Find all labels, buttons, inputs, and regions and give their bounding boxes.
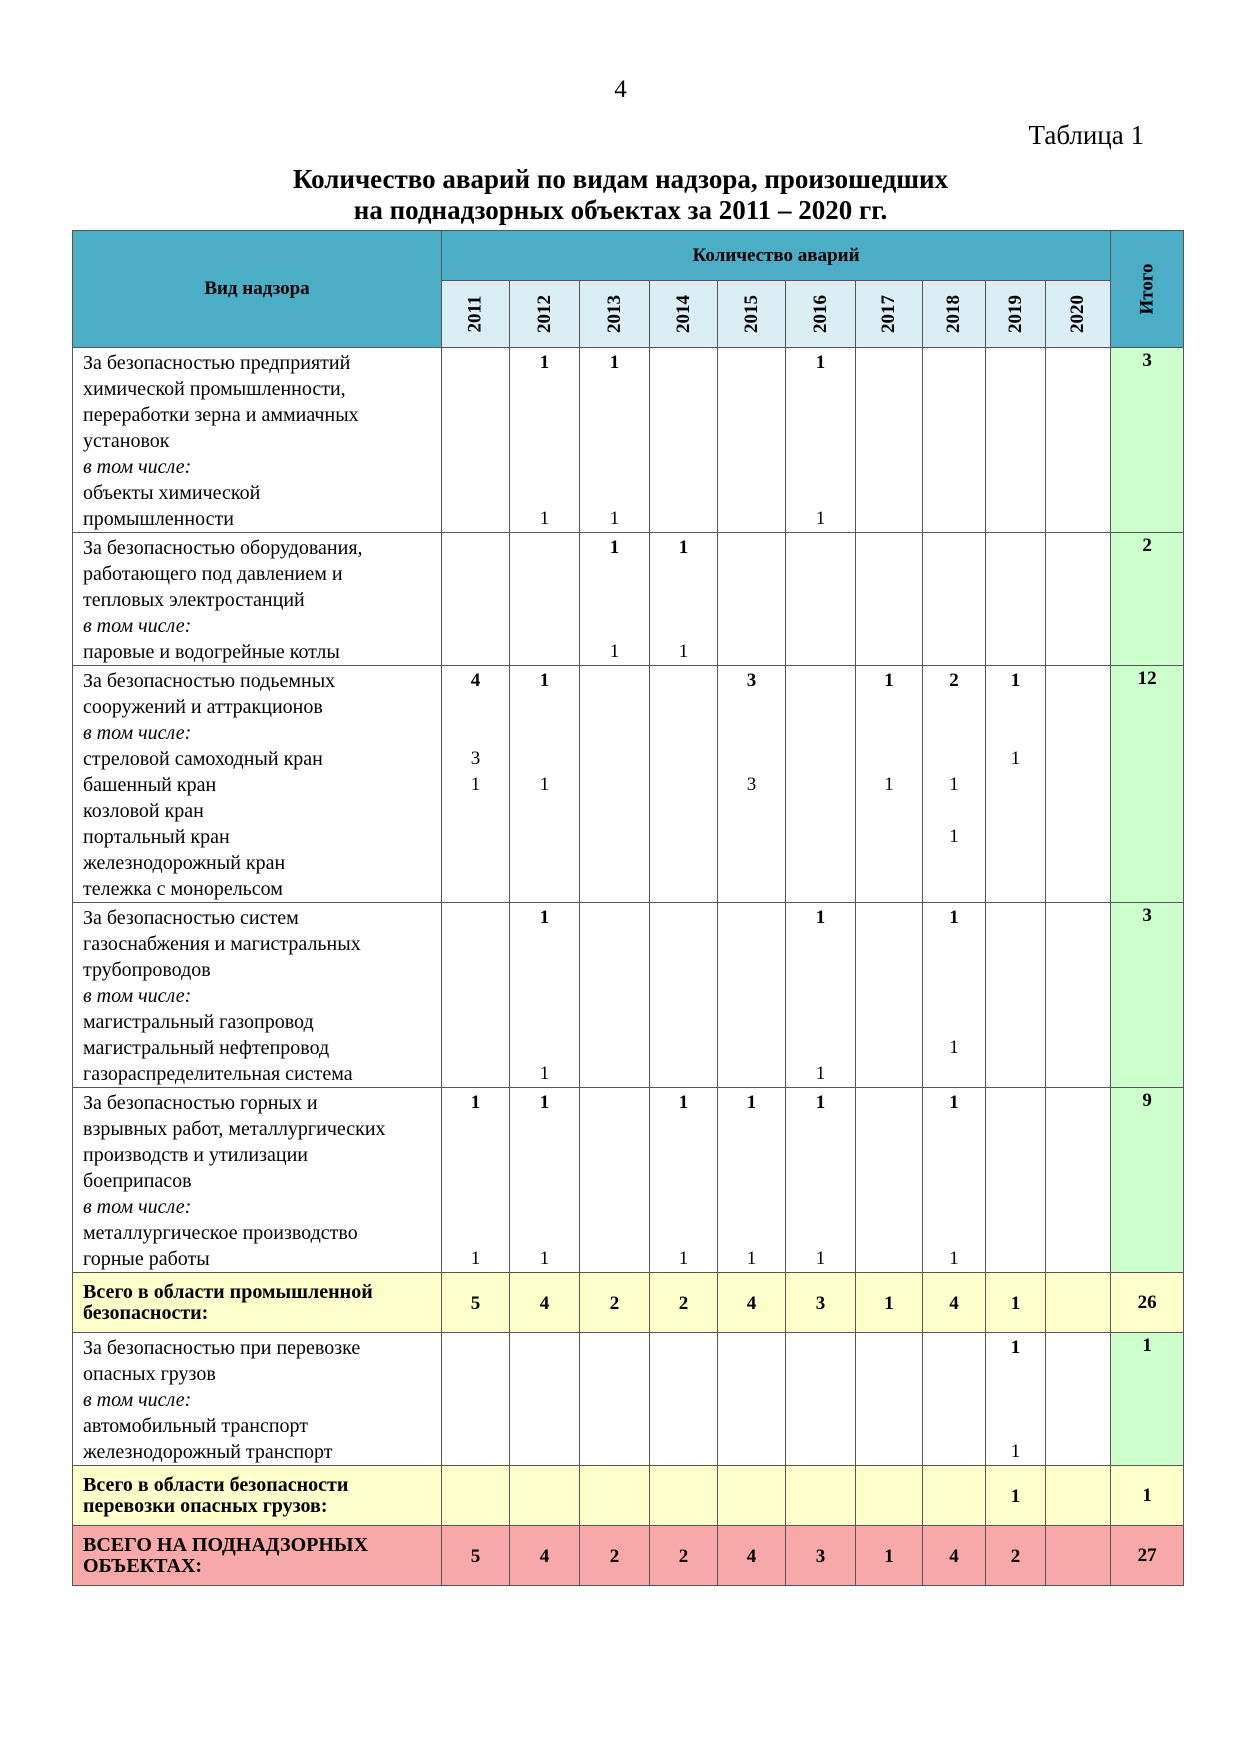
count-value: 1 [609,537,620,558]
count-value: 1 [746,1092,757,1113]
transport-safety-subtotal-row-value-2019: 1 [986,1466,1046,1526]
transport-safety-subtotal-row-label-line2: перевозки опасных грузов: [83,1494,328,1517]
supervision-group-name [73,533,442,666]
supervision-group-row [73,1333,1184,1466]
group-line: За безопасностью оборудования, [83,537,363,559]
count-cell-2018 [923,1088,986,1273]
supervision-group-name [73,348,442,533]
header-total: Итого [1111,231,1184,348]
group-line: За безопасностью предприятий [83,352,351,374]
supervision-group-row [73,533,1184,666]
count-value: 1 [949,774,959,795]
count-value: 1 [884,670,894,691]
count-cell-2014 [650,903,718,1088]
count-cell-2011 [442,348,510,533]
count-value: 1 [539,1248,550,1269]
group-line: портальный кран [83,826,230,848]
count-value: 1 [539,352,550,373]
page-number: 4 [614,76,627,103]
group-line: горные работы [83,1248,210,1270]
count-cell-2017 [856,533,923,666]
count-cell-2014 [650,348,718,533]
transport-safety-subtotal-row-value-2020 [1046,1466,1111,1526]
count-value: 1 [815,352,826,373]
count-cell-2016 [786,666,856,903]
supervision-group-row [73,1088,1184,1273]
industrial-safety-subtotal-row-value-2016: 3 [786,1273,856,1333]
count-value: 1 [678,1092,689,1113]
transport-safety-subtotal-row-value-2015 [718,1466,786,1526]
group-line: установок [83,430,170,452]
count-cell-2014 [650,533,718,666]
count-value: 1 [539,670,550,691]
year-header-2012: 2012 [510,281,580,348]
count-cell-2017 [856,666,923,903]
group-total: 3 [1111,348,1184,533]
group-line: железнодорожный транспорт [83,1441,333,1463]
count-value: 1 [815,508,826,529]
industrial-safety-subtotal-row-value-2017: 1 [856,1273,923,1333]
count-cell-2012 [510,903,580,1088]
group-line: железнодорожный кран [83,852,286,874]
count-cell-2019 [986,1333,1046,1466]
count-cell-2017 [856,903,923,1088]
including-label: в том числе: [83,456,192,478]
count-value: 1 [949,1248,959,1269]
count-value: 1 [949,907,959,928]
grand-total-row-value-2012: 4 [510,1526,580,1586]
count-cell-2019 [986,533,1046,666]
count-cell-2016 [786,1088,856,1273]
count-value: 1 [609,641,620,662]
count-cell-2016 [786,533,856,666]
count-cell-2013 [580,903,650,1088]
count-cell-2012 [510,533,580,666]
group-line: магистральный нефтепровод [83,1037,330,1059]
table-title [0,164,1241,226]
grand-total-row-value-2011: 5 [442,1526,510,1586]
group-line: боеприпасов [83,1170,192,1192]
count-cell-2011 [442,533,510,666]
year-header-2018: 2018 [923,281,986,348]
count-value: 1 [470,1092,481,1113]
industrial-safety-subtotal-row-label-line1: Всего в области промышленной [83,1280,373,1303]
count-cell-2018 [923,666,986,903]
count-cell-2017 [856,1088,923,1273]
count-cell-2018 [923,903,986,1088]
count-cell-2016 [786,1333,856,1466]
industrial-safety-subtotal-row-value-2012: 4 [510,1273,580,1333]
count-value: 1 [678,537,689,558]
count-cell-2012 [510,1333,580,1466]
header-accident-count: Количество аварий [442,231,1111,281]
group-line: козловой кран [83,800,204,822]
group-line: газоснабжения и магистральных [83,933,361,955]
count-cell-2013 [580,1333,650,1466]
transport-safety-subtotal-row-value-2018 [923,1466,986,1526]
count-cell-2015 [718,1088,786,1273]
industrial-safety-subtotal-row-label [73,1273,442,1333]
count-cell-2020 [1046,1333,1111,1466]
transport-safety-subtotal-row-total: 1 [1111,1466,1184,1526]
count-value: 1 [815,907,826,928]
count-cell-2020 [1046,666,1111,903]
count-value: 1 [609,352,620,373]
count-value: 1 [470,774,481,795]
group-line: работающего под давлением и [83,563,343,585]
including-label: в том числе: [83,1389,192,1411]
industrial-safety-subtotal-row-value-2019: 1 [986,1273,1046,1333]
group-line: тепловых электростанций [83,589,305,611]
group-line: паровые и водогрейные котлы [83,641,340,663]
count-cell-2014 [650,1088,718,1273]
count-cell-2019 [986,348,1046,533]
grand-total-row-value-2013: 2 [580,1526,650,1586]
group-line: объекты химической [83,482,261,504]
header-supervision-type: Вид надзора [73,231,442,348]
year-header-2013: 2013 [580,281,650,348]
count-cell-2011 [442,666,510,903]
count-value: 2 [949,670,959,691]
count-value: 1 [539,907,550,928]
supervision-group-row [73,903,1184,1088]
industrial-safety-subtotal-row-label-line2: безопасности: [83,1301,209,1324]
count-cell-2018 [923,1333,986,1466]
count-cell-2020 [1046,1088,1111,1273]
count-value: 1 [1010,748,1021,769]
transport-safety-subtotal-row-label [73,1466,442,1526]
industrial-safety-subtotal-row-value-2020 [1046,1273,1111,1333]
count-cell-2020 [1046,533,1111,666]
grand-total-row-value-2016: 3 [786,1526,856,1586]
supervision-group-name [73,903,442,1088]
transport-safety-subtotal-row [73,1466,1184,1526]
transport-safety-subtotal-row-value-2014 [650,1466,718,1526]
year-header-2017: 2017 [856,281,923,348]
group-line: автомобильный транспорт [83,1415,309,1437]
grand-total-row-total: 27 [1111,1526,1184,1586]
count-cell-2012 [510,1088,580,1273]
grand-total-row-value-2019: 2 [986,1526,1046,1586]
grand-total-row-value-2014: 2 [650,1526,718,1586]
group-line: башенный кран [83,774,217,796]
accidents-table [72,230,1184,1586]
count-cell-2011 [442,1333,510,1466]
count-value: 1 [678,1248,689,1269]
group-line: За безопасностью горных и [83,1092,318,1114]
grand-total-row-label-line1: ВСЕГО НА ПОДНАДЗОРНЫХ [83,1533,369,1556]
count-cell-2020 [1046,348,1111,533]
count-value: 1 [949,1092,959,1113]
industrial-safety-subtotal-row-value-2015: 4 [718,1273,786,1333]
group-line: переработки зерна и аммиачных [83,404,359,426]
count-cell-2014 [650,1333,718,1466]
count-value: 1 [949,1037,959,1058]
group-total: 9 [1111,1088,1184,1273]
group-line: тележка с монорельсом [83,878,283,900]
including-label: в том числе: [83,722,192,744]
count-cell-2015 [718,666,786,903]
count-cell-2016 [786,903,856,1088]
year-header-2020: 2020 [1046,281,1111,348]
group-line: производств и утилизации [83,1144,308,1166]
grand-total-row-value-2015: 4 [718,1526,786,1586]
count-value: 1 [1010,1441,1021,1462]
group-line: стреловой самоходный кран [83,748,323,770]
title-line-1: Количество аварий по видам надзора, произошедших [292,164,949,194]
year-header-2015: 2015 [718,281,786,348]
count-value: 3 [470,748,481,769]
count-value: 1 [884,774,894,795]
count-value: 1 [609,508,620,529]
including-label: в том числе: [83,615,192,637]
group-line: сооружений и аттракционов [83,696,323,718]
grand-total-row [73,1526,1184,1586]
industrial-safety-subtotal-row-value-2013: 2 [580,1273,650,1333]
group-total: 12 [1111,666,1184,903]
table-label: Таблица 1 [1028,120,1144,150]
including-label: в том числе: [83,985,192,1007]
count-value: 1 [815,1248,826,1269]
grand-total-row-value-2017: 1 [856,1526,923,1586]
count-value: 1 [539,774,550,795]
group-line: химической промышленности, [83,378,346,400]
year-header-2016: 2016 [786,281,856,348]
count-value: 1 [539,1092,550,1113]
count-cell-2013 [580,666,650,903]
group-line: опасных грузов [83,1363,216,1385]
industrial-safety-subtotal-row-value-2018: 4 [923,1273,986,1333]
count-cell-2013 [580,1088,650,1273]
count-cell-2016 [786,348,856,533]
count-cell-2018 [923,348,986,533]
supervision-group-row [73,348,1184,533]
count-value: 1 [815,1063,826,1084]
count-cell-2011 [442,903,510,1088]
count-value: 1 [746,1248,757,1269]
count-value: 1 [1010,670,1021,691]
year-header-2019: 2019 [986,281,1046,348]
count-cell-2015 [718,533,786,666]
count-cell-2019 [986,1088,1046,1273]
count-cell-2013 [580,533,650,666]
group-line: взрывных работ, металлургических [83,1118,386,1140]
industrial-safety-subtotal-row [73,1273,1184,1333]
count-cell-2019 [986,666,1046,903]
grand-total-row-label [73,1526,442,1586]
transport-safety-subtotal-row-label-line1: Всего в области безопасности [83,1473,349,1496]
count-cell-2015 [718,1333,786,1466]
count-cell-2012 [510,348,580,533]
count-cell-2014 [650,666,718,903]
count-value: 1 [815,1092,826,1113]
count-cell-2011 [442,1088,510,1273]
count-value: 4 [470,670,481,691]
supervision-group-name [73,666,442,903]
group-line: промышленности [83,508,234,530]
count-cell-2019 [986,903,1046,1088]
industrial-safety-subtotal-row-total: 26 [1111,1273,1184,1333]
transport-safety-subtotal-row-value-2017 [856,1466,923,1526]
group-line: За безопасностью при перевозке [83,1337,361,1359]
group-line: металлургическое производство [83,1222,358,1244]
count-cell-2013 [580,348,650,533]
count-value: 1 [949,826,959,847]
count-cell-2017 [856,1333,923,1466]
count-value: 1 [470,1248,481,1269]
group-line: За безопасностью систем [83,907,299,929]
transport-safety-subtotal-row-value-2011 [442,1466,510,1526]
count-cell-2020 [1046,903,1111,1088]
count-value: 3 [746,774,757,795]
count-cell-2018 [923,533,986,666]
count-value: 3 [746,670,757,691]
industrial-safety-subtotal-row-value-2014: 2 [650,1273,718,1333]
year-header-2011: 2011 [442,281,510,348]
grand-total-row-value-2018: 4 [923,1526,986,1586]
count-value: 1 [678,641,689,662]
count-cell-2017 [856,348,923,533]
count-value: 1 [539,1063,550,1084]
group-line: трубопроводов [83,959,211,981]
count-cell-2015 [718,348,786,533]
title-line-2: на поднадзорных объектах за 2011 – 2020 гг. [353,195,888,225]
industrial-safety-subtotal-row-value-2011: 5 [442,1273,510,1333]
count-value: 1 [539,508,550,529]
transport-safety-subtotal-row-value-2016 [786,1466,856,1526]
including-label: в том числе: [83,1196,192,1218]
supervision-group-name [73,1333,442,1466]
count-value: 1 [1010,1337,1021,1358]
group-line: магистральный газопровод [83,1011,314,1033]
group-total: 3 [1111,903,1184,1088]
grand-total-row-value-2020 [1046,1526,1111,1586]
group-line: газораспределительная система [83,1063,353,1085]
group-total: 2 [1111,533,1184,666]
year-header-2014: 2014 [650,281,718,348]
count-cell-2012 [510,666,580,903]
grand-total-row-label-line2: ОБЪЕКТАХ: [83,1554,203,1577]
transport-safety-subtotal-row-value-2012 [510,1466,580,1526]
group-total: 1 [1111,1333,1184,1466]
group-line: За безопасностью подьемных [83,670,336,692]
transport-safety-subtotal-row-value-2013 [580,1466,650,1526]
supervision-group-row [73,666,1184,903]
count-cell-2015 [718,903,786,1088]
supervision-group-name [73,1088,442,1273]
